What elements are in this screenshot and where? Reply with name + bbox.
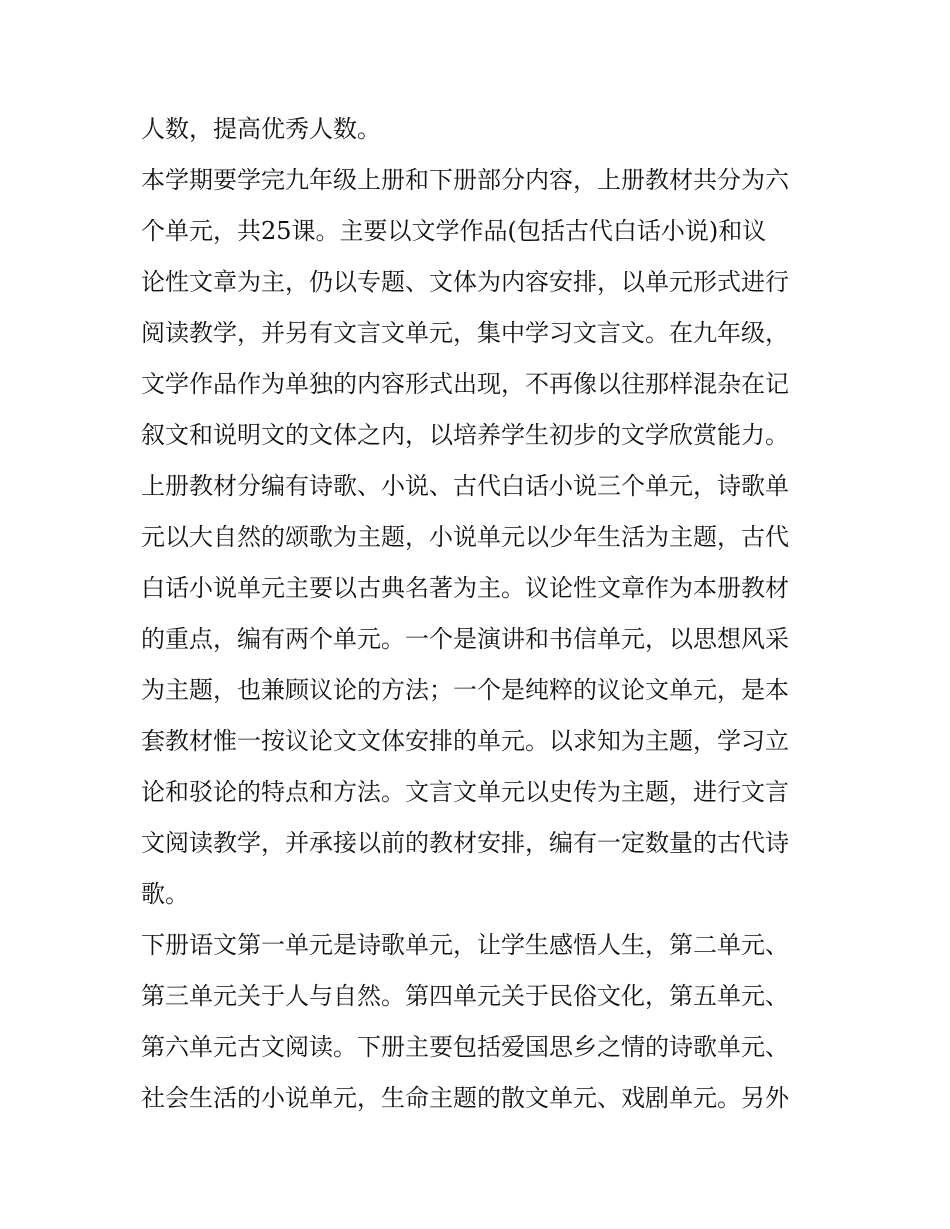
text-line: 第六单元古文阅读。下册主要包括爱国思乡之情的诗歌单元、 — [141, 1033, 789, 1061]
text-line: 论和驳论的特点和方法。文言文单元以史传为主题，进行文言 — [141, 778, 789, 806]
text-line: 叙文和说明文的文体之内，以培养学生初步的文学欣赏能力。 — [141, 421, 789, 449]
text-line: 人数，提高优秀人数。 — [141, 115, 381, 143]
text-line: 上册教材分编有诗歌、小说、古代白话小说三个单元，诗歌单 — [141, 472, 789, 500]
text-line: 论性文章为主，仍以专题、文体为内容安排，以单元形式进行 — [141, 268, 789, 296]
document-body — [141, 104, 816, 1124]
text-line: 阅读教学，并另有文言文单元，集中学习文言文。在九年级， — [141, 319, 789, 347]
text-line: 第三单元关于人与自然。第四单元关于民俗文化，第五单元、 — [141, 982, 789, 1010]
text-line: 白话小说单元主要以古典名著为主。议论性文章作为本册教材 — [141, 574, 789, 602]
text-line: 社会生活的小说单元，生命主题的散文单元、戏剧单元。另外 — [141, 1084, 789, 1112]
text-line: 的重点，编有两个单元。一个是演讲和书信单元，以思想风采 — [141, 625, 789, 653]
text-line: 套教材惟一按议论文文体安排的单元。以求知为主题，学习立 — [141, 727, 789, 755]
text-line: 下册语文第一单元是诗歌单元，让学生感悟人生，第二单元、 — [141, 931, 789, 959]
text-line: 文学作品作为单独的内容形式出现，不再像以往那样混杂在记 — [141, 370, 789, 398]
text-line: 个单元，共25课。主要以文学作品(包括古代白话小说)和议 — [141, 217, 767, 245]
text-line: 文阅读教学，并承接以前的教材安排，编有一定数量的古代诗 — [141, 829, 789, 857]
text-line: 为主题，也兼顾议论的方法；一个是纯粹的议论文单元，是本 — [141, 676, 789, 704]
text-line: 元以大自然的颂歌为主题，小说单元以少年生活为主题，古代 — [141, 523, 789, 551]
text-line: 歌。 — [141, 880, 189, 908]
text-line: 本学期要学完九年级上册和下册部分内容，上册教材共分为六 — [141, 166, 789, 194]
